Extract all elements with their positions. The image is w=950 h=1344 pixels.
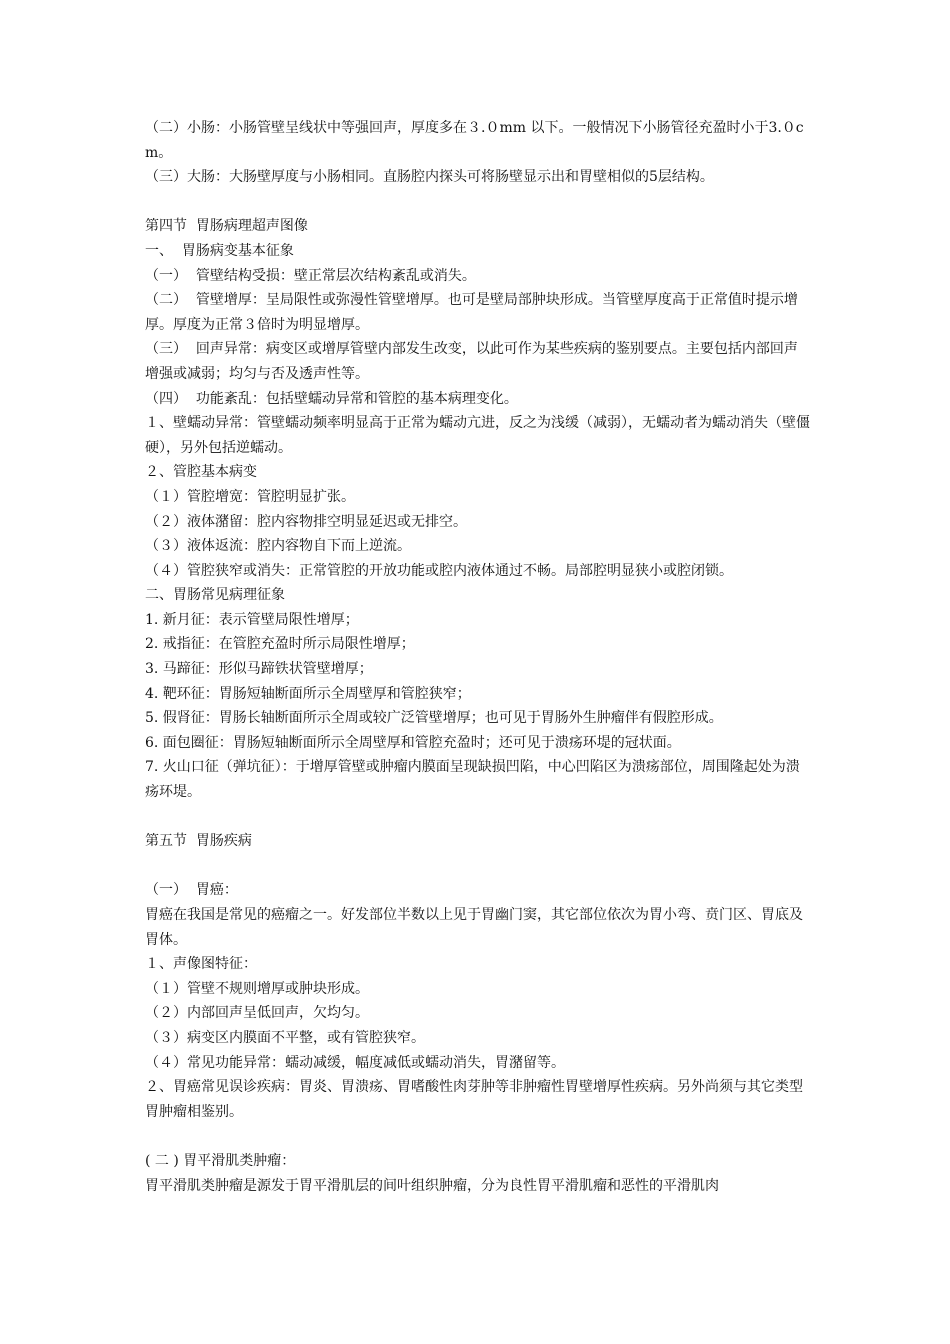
text-paragraph: 6. 面包圈征：胃肠短轴断面所示全周壁厚和管腔充盈时；还可见于溃疡环堤的冠状面。 [145, 734, 681, 751]
text-paragraph: （３）病变区内膜面不平整，或有管腔狭窄。 [145, 1029, 425, 1046]
text-paragraph: 胃平滑肌类肿瘤是源发于胃平滑肌层的间叶组织肿瘤，分为良性胃平滑肌瘤和恶性的平滑肌肉 [145, 1177, 719, 1194]
text-paragraph: （４）常见功能异常：蠕动减缓，幅度减低或蠕动消失，胃潴留等。 [145, 1054, 565, 1071]
text-paragraph: 二、胃肠常见病理征象 [145, 587, 285, 604]
text-paragraph: （一） 管壁结构受损：壁正常层次结构紊乱或消失。 [145, 267, 476, 284]
text-paragraph: （４）管腔狭窄或消失：正常管腔的开放功能或腔内液体通过不畅。局部腔明显狭小或腔闭锁。 [145, 562, 733, 579]
text-paragraph: ( 二 ) 胃平滑肌类肿瘤： [145, 1152, 296, 1169]
text-paragraph: （２）液体潴留：腔内容物排空明显延迟或无排空。 [145, 513, 467, 530]
text-paragraph: 一、 胃肠病变基本征象 [145, 242, 294, 259]
text-paragraph: （一） 胃癌： [145, 882, 238, 899]
text-paragraph: 1. 新月征：表示管壁局限性增厚； [145, 611, 359, 628]
text-paragraph: ２、胃癌常见误诊疾病：胃炎、胃溃疡、胃嗜酸性肉芽肿等非肿瘤性胃壁增厚性疾病。另外尚须与其它类型胃肿瘤相鉴别。 [145, 1079, 803, 1120]
text-paragraph: 胃癌在我国是常见的癌瘤之一。好发部位半数以上见于胃幽门窦，其它部位依次为胃小弯、贲门区、胃底及胃体。 [145, 907, 803, 948]
text-paragraph: （２）内部回声呈低回声，欠均匀。 [145, 1005, 369, 1022]
text-paragraph: （３）液体返流：腔内容物自下而上逆流。 [145, 538, 411, 555]
text-paragraph: （三）大肠：大肠壁厚度与小肠相同。直肠腔内探头可将肠壁显示出和胃壁相似的5层结构。 [145, 169, 714, 186]
text-paragraph: （二）小肠：小肠管壁呈线状中等强回声，厚度多在３.０mm 以下。一般情况下小肠管径充盈时小于3.０cm。 [145, 120, 804, 161]
blank-line [145, 1124, 810, 1149]
text-paragraph: （四） 功能紊乱：包括壁蠕动异常和管腔的基本病理变化。 [145, 390, 518, 407]
text-paragraph: （二） 管壁增厚：呈局限性或弥漫性管壁增厚。也可是壁局部肿块形成。当管壁厚度高于正常值时提示增厚。厚度为正常３倍时为明显增厚。 [145, 292, 798, 333]
blank-line [145, 854, 810, 879]
text-paragraph: 第五节 胃肠疾病 [145, 833, 252, 850]
text-paragraph: 4. 靶环征：胃肠短轴断面所示全周壁厚和管腔狭窄； [145, 685, 471, 702]
text-paragraph: ２、管腔基本病变 [145, 464, 257, 481]
text-paragraph: １、壁蠕动异常：管壁蠕动频率明显高于正常为蠕动亢进，反之为浅缓（减弱），无蠕动者为蠕动消失（壁僵硬），另外包括逆蠕动。 [145, 415, 810, 456]
document-page [145, 116, 810, 1198]
text-paragraph: １、声像图特征： [145, 956, 257, 973]
blank-line [145, 805, 810, 830]
text-paragraph: 5. 假肾征：胃肠长轴断面所示全周或较广泛管壁增厚；也可见于胃肠外生肿瘤伴有假腔形成。 [145, 710, 723, 727]
text-paragraph: （三） 回声异常：病变区或增厚管壁内部发生改变，以此可作为某些疾病的鉴别要点。主要包括内部回声增强或减弱；均匀与否及透声性等。 [145, 341, 798, 382]
text-paragraph: 3. 马蹄征：形似马蹄铁状管壁增厚； [145, 661, 373, 678]
text-paragraph: （１）管腔增宽：管腔明显扩张。 [145, 488, 355, 505]
blank-line [145, 190, 810, 215]
text-paragraph: （１）管壁不规则增厚或肿块形成。 [145, 980, 369, 997]
text-paragraph: 第四节 胃肠病理超声图像 [145, 218, 308, 235]
text-paragraph: 2. 戒指征：在管腔充盈时所示局限性增厚； [145, 636, 415, 653]
text-paragraph: 7. 火山口征（弹坑征）：于增厚管壁或肿瘤内膜面呈现缺损凹陷，中心凹陷区为溃疡部位，周围隆起处为溃疡环堤。 [145, 759, 800, 801]
